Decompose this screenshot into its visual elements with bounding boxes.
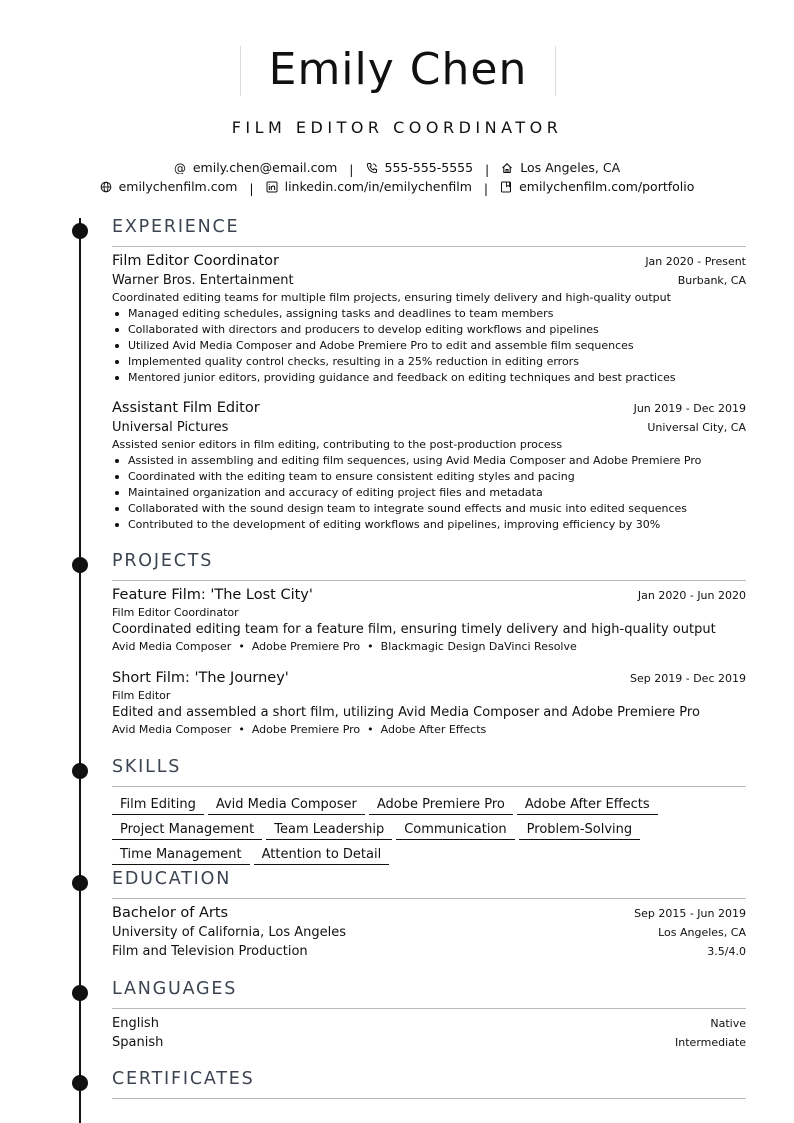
skill-tag: Project Management (112, 821, 262, 840)
job-dates: Jan 2020 - Present (645, 255, 746, 268)
gpa: 3.5/4.0 (707, 945, 746, 958)
skill-tag: Time Management (112, 846, 250, 865)
project-entry (112, 586, 746, 655)
skills-list (112, 793, 752, 868)
list-item: Contributed to the development of editing workflows and pipelines, improving efficiency by 30% (112, 517, 746, 533)
company-name: Warner Bros. Entertainment (112, 273, 294, 288)
list-item: Coordinated with the editing team to ensure consistent editing styles and pacing (112, 469, 746, 485)
skill-tag: Film Editing (112, 796, 204, 815)
tool-separator: • (238, 723, 245, 736)
job-title: Film Editor Coordinator (112, 253, 279, 269)
list-item: Assisted in assembling and editing film sequences, using Avid Media Composer and Adobe Premiere Pro (112, 453, 746, 469)
skill-tag: Attention to Detail (254, 846, 390, 865)
job-bullets (112, 453, 746, 533)
linkedin-text: linkedin.com/in/emilychenfilm (284, 179, 472, 194)
email-contact[interactable] (174, 160, 337, 176)
job-summary: Coordinated editing teams for multiple film projects, ensuring timely delivery and high-quality output (112, 291, 671, 304)
tool-tag: Avid Media Composer (112, 640, 232, 653)
contact-row-links (0, 179, 794, 197)
education-dates: Sep 2015 - Jun 2019 (634, 907, 746, 920)
linkedin-link[interactable] (266, 179, 472, 195)
skill-tag: Team Leadership (266, 821, 392, 840)
field-of-study: Film and Television Production (112, 944, 308, 959)
experience-entry (112, 399, 746, 533)
language-row (112, 1033, 746, 1052)
timeline-dot (72, 557, 88, 573)
list-item: Maintained organization and accuracy of editing project files and metadata (112, 485, 746, 501)
job-location: Burbank, CA (677, 274, 746, 287)
tool-separator: • (367, 640, 374, 653)
tool-separator: • (367, 723, 374, 736)
list-item: Mentored junior editors, providing guidance and feedback on editing techniques and best practices (112, 370, 746, 386)
tool-tag: Blackmagic Design DaVinci Resolve (380, 640, 577, 653)
tool-tag: Adobe Premiere Pro (251, 640, 361, 653)
skill-tag: Communication (396, 821, 514, 840)
website-text: emilychenfilm.com (118, 179, 238, 194)
list-item: Managed editing schedules, assigning tasks and deadlines to team members (112, 306, 746, 322)
job-bullets (112, 306, 746, 386)
location-contact (501, 160, 620, 176)
project-description: Edited and assembled a short film, utilizing Avid Media Composer and Adobe Premiere Pro (112, 705, 700, 720)
phone-contact[interactable] (366, 160, 474, 176)
section-title-experience: EXPERIENCE (112, 217, 240, 237)
timeline-dot (72, 223, 88, 239)
language-level: Intermediate (675, 1036, 746, 1049)
phone-text: 555-555-5555 (384, 160, 474, 175)
timeline-dot (72, 763, 88, 779)
phone-icon (366, 162, 378, 174)
tool-separator: • (238, 640, 245, 653)
section-divider (112, 786, 746, 787)
separator: | (349, 162, 354, 177)
language-level: Native (710, 1017, 746, 1030)
tool-tag: Adobe After Effects (380, 723, 487, 736)
portfolio-text: emilychenfilm.com/portfolio (519, 179, 695, 194)
globe-icon (100, 181, 112, 193)
svg-text:@: @ (173, 162, 186, 174)
language-name: Spanish (112, 1035, 164, 1050)
section-divider (112, 246, 746, 247)
skill-tag: Problem-Solving (519, 821, 640, 840)
linkedin-icon (266, 181, 278, 193)
location-text: Los Angeles, CA (520, 160, 621, 175)
portfolio-icon (500, 181, 512, 193)
job-dates: Jun 2019 - Dec 2019 (633, 402, 746, 415)
timeline-dot (72, 1075, 88, 1091)
project-name: Short Film: 'The Journey' (112, 670, 289, 686)
candidate-name: Emily Chen (240, 46, 556, 96)
school-name: University of California, Los Angeles (112, 925, 347, 940)
school-location: Los Angeles, CA (658, 926, 746, 939)
job-location: Universal City, CA (647, 421, 746, 434)
list-item: Collaborated with directors and producers to develop editing workflows and pipelines (112, 322, 746, 338)
language-name: English (112, 1016, 159, 1031)
skill-tag: Adobe After Effects (517, 796, 658, 815)
home-icon (501, 162, 513, 174)
education-entry (112, 904, 746, 961)
company-name: Universal Pictures (112, 420, 229, 435)
job-summary: Assisted senior editors in film editing, contributing to the post-production process (112, 438, 563, 451)
section-divider (112, 898, 746, 899)
section-divider (112, 580, 746, 581)
project-role: Film Editor Coordinator (112, 606, 239, 619)
section-divider (112, 1098, 746, 1099)
tool-tag: Adobe Premiere Pro (251, 723, 361, 736)
project-tools (112, 722, 746, 738)
separator: | (485, 162, 490, 177)
section-title-certificates: CERTIFICATES (112, 1069, 255, 1089)
website-link[interactable] (100, 179, 238, 195)
skill-tag: Adobe Premiere Pro (369, 796, 513, 815)
section-title-projects: PROJECTS (112, 551, 214, 571)
separator: | (249, 181, 254, 196)
portfolio-link[interactable] (500, 179, 694, 195)
contact-row-primary (0, 160, 794, 178)
project-dates: Jan 2020 - Jun 2020 (637, 589, 746, 602)
section-title-education: EDUCATION (112, 869, 232, 889)
timeline-dot (72, 875, 88, 891)
project-tools (112, 639, 746, 655)
section-title-skills: SKILLS (112, 757, 182, 777)
section-divider (112, 1008, 746, 1009)
at-icon (174, 162, 186, 174)
languages-list (112, 1014, 746, 1052)
list-item: Collaborated with the sound design team to integrate sound effects and music into edited sequences (112, 501, 746, 517)
separator: | (483, 181, 489, 196)
tool-tag: Avid Media Composer (112, 723, 232, 736)
candidate-title: FILM EDITOR COORDINATOR (231, 118, 563, 137)
list-item: Implemented quality control checks, resulting in a 25% reduction in editing errors (112, 354, 746, 370)
project-description: Coordinated editing team for a feature film, ensuring timely delivery and high-quality output (112, 622, 716, 637)
language-row (112, 1014, 746, 1033)
degree: Bachelor of Arts (112, 905, 229, 921)
skill-tag: Avid Media Composer (208, 796, 365, 815)
section-title-languages: LANGUAGES (112, 979, 238, 999)
timeline-dot (72, 985, 88, 1001)
email-text: emily.chen@email.com (192, 160, 338, 175)
list-item: Utilized Avid Media Composer and Adobe Premiere Pro to edit and assemble film sequences (112, 338, 746, 354)
experience-entry (112, 252, 746, 386)
job-title: Assistant Film Editor (112, 400, 260, 416)
project-entry (112, 669, 746, 738)
project-dates: Sep 2019 - Dec 2019 (630, 672, 746, 685)
project-role: Film Editor (112, 689, 171, 702)
project-name: Feature Film: 'The Lost City' (112, 587, 313, 603)
